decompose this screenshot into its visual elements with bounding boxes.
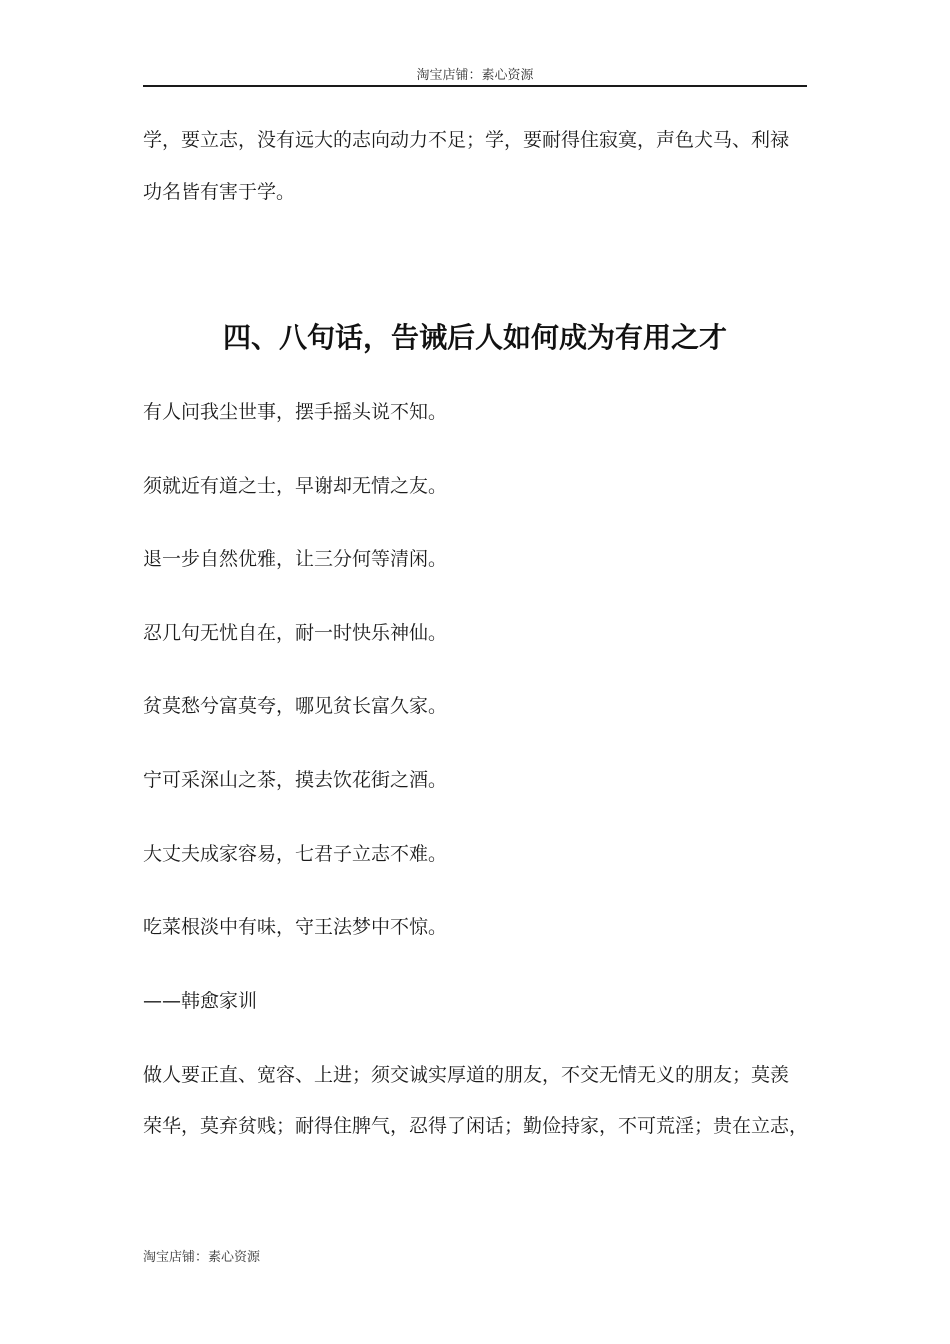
- header-rule: [143, 85, 807, 87]
- verse-line: 贫莫愁兮富莫夸，哪见贫长富久家。: [143, 695, 448, 717]
- verse-line: 须就近有道之士，早谢却无情之友。: [143, 475, 448, 497]
- verse-line: 宁可采深山之茶，摸去饮花街之酒。: [143, 769, 448, 791]
- section-title: 四、八句话，告诫后人如何成为有用之才: [222, 321, 727, 354]
- explanation-line-2: 荣华，莫弃贫贱；耐得住脾气，忍得了闲话；勤俭持家，不可荒淫；贵在立志，: [143, 1115, 809, 1137]
- verse-line: 有人问我尘世事，摆手摇头说不知。: [143, 401, 448, 423]
- verse-line: 吃菜根淡中有味，守王法梦中不惊。: [143, 916, 448, 938]
- intro-line-2: 功名皆有害于学。: [143, 181, 296, 203]
- page-footer: 淘宝店铺：素心资源: [143, 1250, 261, 1265]
- explanation-line-1: 做人要正直、宽容、上进；须交诚实厚道的朋友，不交无情无义的朋友；莫羡: [143, 1064, 790, 1086]
- verse-line: 退一步自然优雅，让三分何等清闲。: [143, 548, 448, 570]
- verse-line: 大丈夫成家容易，七君子立志不难。: [143, 843, 448, 865]
- verse-line: 忍几句无忧自在，耐一时快乐神仙。: [143, 622, 448, 644]
- page-header: 淘宝店铺：素心资源: [416, 68, 534, 83]
- intro-line-1: 学，要立志，没有远大的志向动力不足；学，要耐得住寂寞，声色犬马、利禄: [143, 129, 790, 151]
- attribution: ——韩愈家训: [143, 990, 258, 1012]
